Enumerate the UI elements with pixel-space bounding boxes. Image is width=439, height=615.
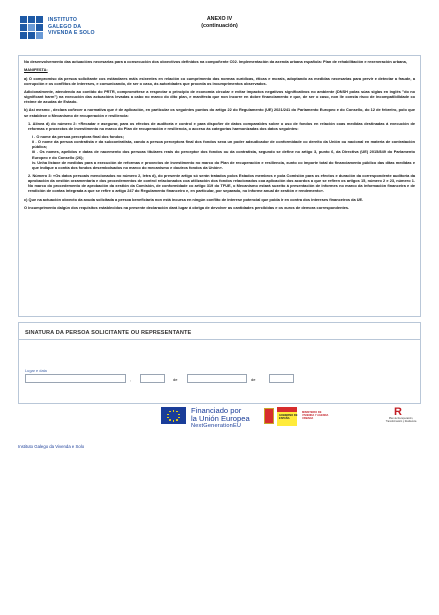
manifesta-heading: MANIFESTA: — [24, 67, 48, 73]
point-1: 1. Alínea d) do número 2: «Recadar e asegurar, para os efectos de auditoría e control e para dispoñer de datos comparables sobre o uso de fondos en relación coas medidas destinadas á execución de reformas e proxectos de investimento no marco do Plan de recuperación e resiliencia, o acceso ás categorías harmonizadas dos datos seguintes: — [28, 120, 415, 131]
funded-by-text: Financiado por — [191, 406, 242, 415]
signature-title: SINATURA DA PERSOA SOLICITANTE OU REPRESENTANTE — [25, 330, 192, 336]
list-item-iv: iv. Unha listaxe de medidas para a execución de reformas e proxectos de investimento no marco do Plan de recuperación e resiliencia, xunto co importe total do financiamento público das ditas medidas e que indique a contía dos fondos desembolsados no marco do mecanismo e doutros fondos da Unión». — [32, 159, 415, 170]
closing-paragraph: O incumprimento dalgún dos requisitos establecidos na presente declaración dará lugar á obriga de devolver as cantidades percibidas e os xuros de demora correspondentes. — [24, 204, 350, 210]
year-field[interactable] — [269, 374, 294, 383]
nextgeneration-text: NextGenerationEU — [191, 423, 242, 429]
place-comma: , — [130, 377, 132, 382]
annex-title: ANEXO IV — [206, 16, 233, 22]
de-separator-2: de — [251, 377, 256, 382]
funding-logos — [155, 405, 421, 428]
eu-flag-icon — [161, 407, 186, 424]
annex-heading — [18, 16, 421, 30]
de-separator-1: de — [173, 377, 178, 382]
paragraph-a-additional: Adicionalmente, atendendo ao contido do PRTR, comprométese a respectar o principio de economía circular e evitar impactos negativos significativos no ambiente (DNSH polas súas siglas en inglés "do no significant harm") na execución das actuacións levadas a cabo no marco do dito plan, e manifesta que non incorre en dobre financiamento e que, de ser o caso, non lle consta risco de incompatibilidade co réxime de axudas de Estado. — [24, 88, 415, 105]
paragraph-c: c) Que na actuación obxecto da axuda solicitada a persoa beneficiaria non está incursa en ningún conflito de interese potencial que poida ir en contra dos intereses financeiros da UE. — [24, 196, 364, 202]
intro-paragraph: No desenvolvemento das actuacións necesarias para a consecución dos obxectivos definidos na compoñente C02. Implementación da axenda urbana española: Plan de rehabilitación e rexeneración urbana, — [24, 59, 407, 64]
point-2: 2. Número 3: «Os datos persoais mencionados no número 2, letra d), do presente artigo só serán tratados polos Estados membros e pola Comisión para os efectos e duración da correspondente auditoría da aprobación da xestión orzamentaria e dos procedementos de control relacionados coa utilización dos fondos relacionados coa aplicación dos acordos a que se refiren os artigos 15, número 2 e 23, número 1. No marco do procedemento de aprobación da xestión da Comisión, de conformidade co artigo 319 do TFUE, o Mecanismo estará suxeito á presentación de informes no marco da información financeira e de rendición de contas integrada a que se refire o artigo 247 do Regulamento financeiro e, en particular, por separado, no informe anual de xestión e rendemento». — [28, 173, 415, 194]
logo-line-3: VIVENDA E SOLO — [48, 30, 95, 37]
government-text: GOBIERNO DE ESPAÑA — [279, 414, 298, 420]
logo-line-1: INSTITUTO — [48, 17, 78, 23]
declaration-box — [18, 55, 421, 317]
prtr-text: Plan de Recuperación, Transformación y Resiliencia — [385, 417, 417, 423]
list-item-ii: ii . O nome da persoa contratista e da subcontratista, cando a persoa perceptora final dos fondos sexa un poder adxudicador de conformidade co dereito da Unión ou nacional en materia de contratación pública; — [32, 139, 415, 150]
signature-box — [18, 322, 421, 404]
spanish-government-logo — [264, 406, 334, 428]
footer-institution: Instituto Galego da Vivenda e Solo — [18, 444, 85, 449]
government-red-band — [277, 407, 297, 412]
paragraph-a: a) O compromiso da persoa solicitante cos estándares máis esixentes en relación co cumprimento das normas xurídicas, éticas e morais, adoptando as medidas necesarias para previr e detectar a fraude, a corrupción e os conflitos de intereses, e comunicando, de ser o caso, ás autoridades que proceda os incumprimentos observados. — [24, 75, 415, 86]
signature-divider — [19, 339, 420, 340]
harmonized-data-list — [24, 134, 415, 170]
annex-subtitle: (continuación) — [201, 23, 238, 29]
place-field[interactable] — [25, 374, 126, 383]
paragraph-b: b) Así mesmo , declara coñecer a normativa que é de aplicación, en particular os seguintes puntos do artigo 22 do Regulamento (UE) 2021/241 do Parlamento Europeo e do Consello, do 12 de febreiro, polo que se establece o Mecanismo de recuperación e resiliencia: — [24, 107, 415, 118]
day-field[interactable] — [140, 374, 165, 383]
eu-text: la Unión Europea — [191, 414, 250, 423]
prtr-mark-icon: R — [394, 406, 402, 418]
prtr-logo — [381, 406, 421, 428]
ministry-text: MINISTERIO DE VIVIENDA Y AGENDA URBANA — [302, 411, 329, 421]
spain-coat-of-arms-icon — [264, 408, 274, 424]
page-header — [18, 14, 421, 50]
logo-line-2: GALEGO DA — [48, 23, 82, 30]
list-item-iii: iii . Os nomes, apelidos e datas de nacemento dos persoas titulares reais do perceptor dos fondos ou da contratista, segundo se define no artigo 3, punto 6, da Directiva (UE) 2015/849 do Parlamento Europeo e do Consello (26); — [32, 149, 415, 160]
month-field[interactable] — [187, 374, 247, 383]
place-date-label: Lugar e data — [25, 368, 47, 373]
list-item-i: i . O nome da persoa perceptora final dos fondos; — [32, 134, 124, 140]
